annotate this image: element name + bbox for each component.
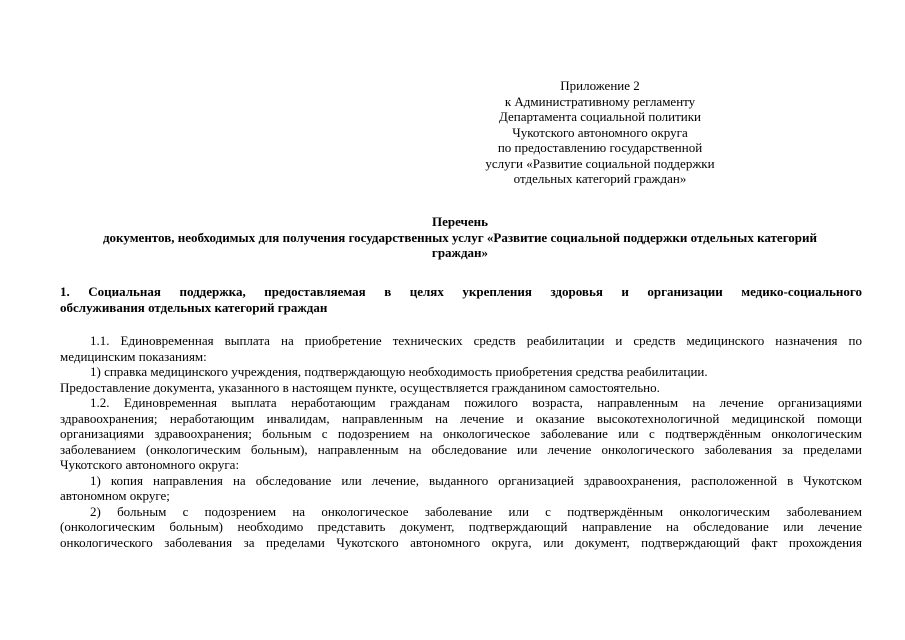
- paragraph-line: 1.2. Единовременная выплата неработающим гражданам пожилого возраста, направленным на лечение организациями: [90, 395, 862, 410]
- paragraph-line: заболеванием (онкологическим больным), направленным на обследование или лечение онкологического заболевания за пределами: [60, 441, 862, 457]
- section-heading: [60, 284, 862, 315]
- section-heading-line: обслуживания отдельных категорий граждан: [60, 299, 328, 315]
- appendix-line: Чукотского автономного округа: [512, 124, 688, 140]
- paragraph-line: 2) больным с подозрением на онкологическое заболевание или с подтверждённым онкологическим заболеванием: [90, 503, 862, 519]
- paragraph-line: организациями здравоохранения; больным с подозрением на онкологическое заболевание или с подтверждённым онкологическим: [60, 426, 862, 441]
- paragraph-line: Чукотского автономного округа:: [60, 457, 240, 472]
- appendix-line: услуги «Развитие социальной поддержки: [485, 155, 715, 171]
- paragraph-line: здравоохранения; неработающим инвалидам, направленным на лечение и оказание высокотехнологичной медицинской помощи: [60, 410, 862, 426]
- section-heading-line: 1. Социальная поддержка, предоставляемая в целях укрепления здоровья и организации медико-социального: [60, 284, 862, 299]
- title-line: документов, необходимых для получения государственных услуг «Развитие социальной поддержки отдельных категорий: [102, 229, 817, 245]
- paragraph-line: Предоставление документа, указанного в настоящем пункте, осуществляется гражданином самостоятельно.: [60, 379, 660, 395]
- appendix-line: к Административному регламенту: [504, 93, 696, 109]
- document-title: [60, 214, 860, 261]
- appendix-line: Департамента социальной политики: [498, 109, 702, 124]
- appendix-line: по предоставлению государственной: [497, 140, 703, 155]
- appendix-line: отдельных категорий граждан»: [513, 171, 687, 186]
- appendix-line: Приложение 2: [560, 78, 640, 93]
- paragraph-line: 1) справка медицинского учреждения, подтверждающую необходимость приобретения средства реабилитации.: [90, 364, 708, 379]
- paragraph-line: (онкологическим больным) необходимо представить документ, подтверждающий направление на обследование или лечение: [60, 519, 862, 534]
- title-line: граждан»: [431, 245, 489, 260]
- paragraph-line: медицинским показаниям:: [60, 348, 207, 364]
- paragraph-line: онкологического заболевания за пределами Чукотского автономного округа, или документ, подтверждающий факт прохождения: [60, 534, 862, 550]
- paragraph-line: 1) копия направления на обследование или лечение, выданного организацией здравоохранения, расположенной в Чукотском: [90, 472, 862, 488]
- paragraph-line: автономном округе;: [60, 488, 170, 503]
- appendix-block: [455, 78, 745, 187]
- title-heading: Перечень: [431, 214, 489, 229]
- body-text: [60, 333, 862, 550]
- paragraph-line: 1.1. Единовременная выплата на приобретение технических средств реабилитации и средств медицинского назначения по: [90, 333, 862, 348]
